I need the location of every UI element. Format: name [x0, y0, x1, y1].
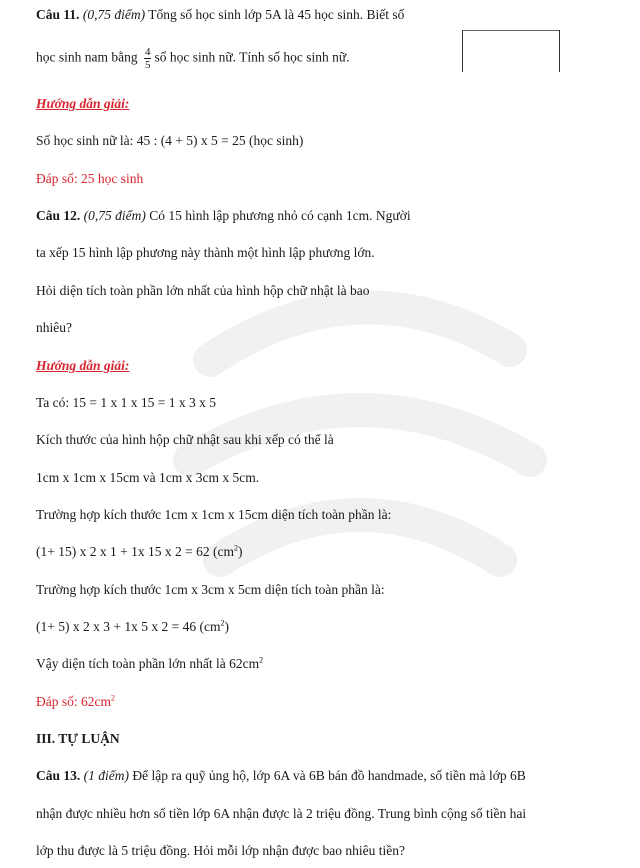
- q12-line-3: Hỏi diện tích toàn phần lớn nhất của hình hộp chữ nhật là bao: [36, 283, 370, 298]
- q12-solution-4: Trường hợp kích thước 1cm x 1cm x 15cm diện tích toàn phần là:: [36, 507, 392, 522]
- q12-solution-5-sup: 2: [233, 543, 238, 553]
- q12-answer-sup: 2: [111, 693, 115, 703]
- q13-line-2: nhận được nhiều hơn số tiền lớp 6A nhận được là 2 triệu đồng. Trung bình cộng số tiền hai: [36, 806, 527, 821]
- q12-solution-3: 1cm x 1cm x 15cm và 1cm x 3cm x 5cm.: [36, 470, 260, 485]
- q11-answer: Đáp số: 25 học sinh: [36, 171, 144, 186]
- q13-text-1: Để lập ra quỹ ủng hộ, lớp 6A và 6B bán đồ handmade, số tiền mà lớp 6B: [129, 768, 526, 783]
- fraction-denominator: 5: [144, 59, 151, 71]
- q11-points: (0,75 điểm): [82, 7, 146, 22]
- q11-text-1: Tổng số học sinh lớp 5A là 45 học sinh. Biết số: [145, 7, 405, 22]
- q12-answer: [36, 693, 115, 711]
- q12-line-2: ta xếp 15 hình lập phương này thành một hình lập phương lớn.: [36, 245, 375, 260]
- q12-solution-5-text: (1+ 15) x 2 x 1 + 1x 15 x 2 = 62 (cm: [36, 544, 234, 559]
- q11-line-1: [36, 6, 404, 24]
- q13-points: (1 điểm): [83, 768, 129, 783]
- section-title: III. TỰ LUẬN: [36, 731, 120, 746]
- q12-guide-heading: Hướng dẫn giải:: [36, 358, 130, 373]
- q11-line-2: [36, 46, 350, 71]
- answer-box: [462, 30, 560, 72]
- q12-solution-7-end: ): [224, 619, 229, 634]
- q12-line-4: nhiêu?: [36, 320, 72, 335]
- q12-points: (0,75 điểm): [83, 208, 146, 223]
- q13-line-3: lớp thu được là 5 triệu đồng. Hỏi mỗi lớp nhận được bao nhiêu tiền?: [36, 843, 405, 858]
- q12-solution-5-end: ): [237, 544, 243, 559]
- q11-label: Câu 11.: [36, 7, 80, 22]
- q12-solution-7-text: (1+ 5) x 2 x 3 + 1x 5 x 2 = 46 (cm: [36, 619, 221, 634]
- q12-solution-5: [36, 543, 242, 561]
- fraction-numerator: 4: [144, 46, 151, 58]
- q12-solution-1: Ta có: 15 = 1 x 1 x 15 = 1 x 3 x 5: [36, 395, 217, 410]
- q13-label: Câu 13.: [36, 768, 81, 783]
- q11-solution: Số học sinh nữ là: 45 : (4 + 5) x 5 = 25 (học sinh): [36, 133, 304, 148]
- q12-solution-6: Trường hợp kích thước 1cm x 3cm x 5cm diện tích toàn phần là:: [36, 582, 385, 597]
- q12-solution-7: [36, 618, 229, 636]
- fraction: [144, 46, 152, 71]
- q12-solution-8-sup: 2: [259, 655, 264, 665]
- q13-line-1: [36, 767, 526, 785]
- q12-line-1: [36, 207, 411, 225]
- q12-solution-8-text: Vậy diện tích toàn phần lớn nhất là 62cm: [36, 656, 260, 671]
- q11-text-2a: học sinh nam bằng: [36, 49, 138, 65]
- q12-solution-2: Kích thước của hình hộp chữ nhật sau khi xếp có thể là: [36, 432, 334, 447]
- q11-guide-heading: Hướng dẫn giải:: [36, 96, 130, 111]
- q12-solution-8: [36, 655, 263, 673]
- q12-text-1: Có 15 hình lập phương nhỏ có cạnh 1cm. Người: [145, 208, 411, 223]
- q12-label: Câu 12.: [36, 208, 81, 223]
- q11-text-2b: số học sinh nữ. Tính số học sinh nữ.: [154, 49, 350, 65]
- q12-solution-7-sup: 2: [220, 618, 225, 628]
- q12-answer-text: Đáp số: 62cm: [36, 694, 111, 709]
